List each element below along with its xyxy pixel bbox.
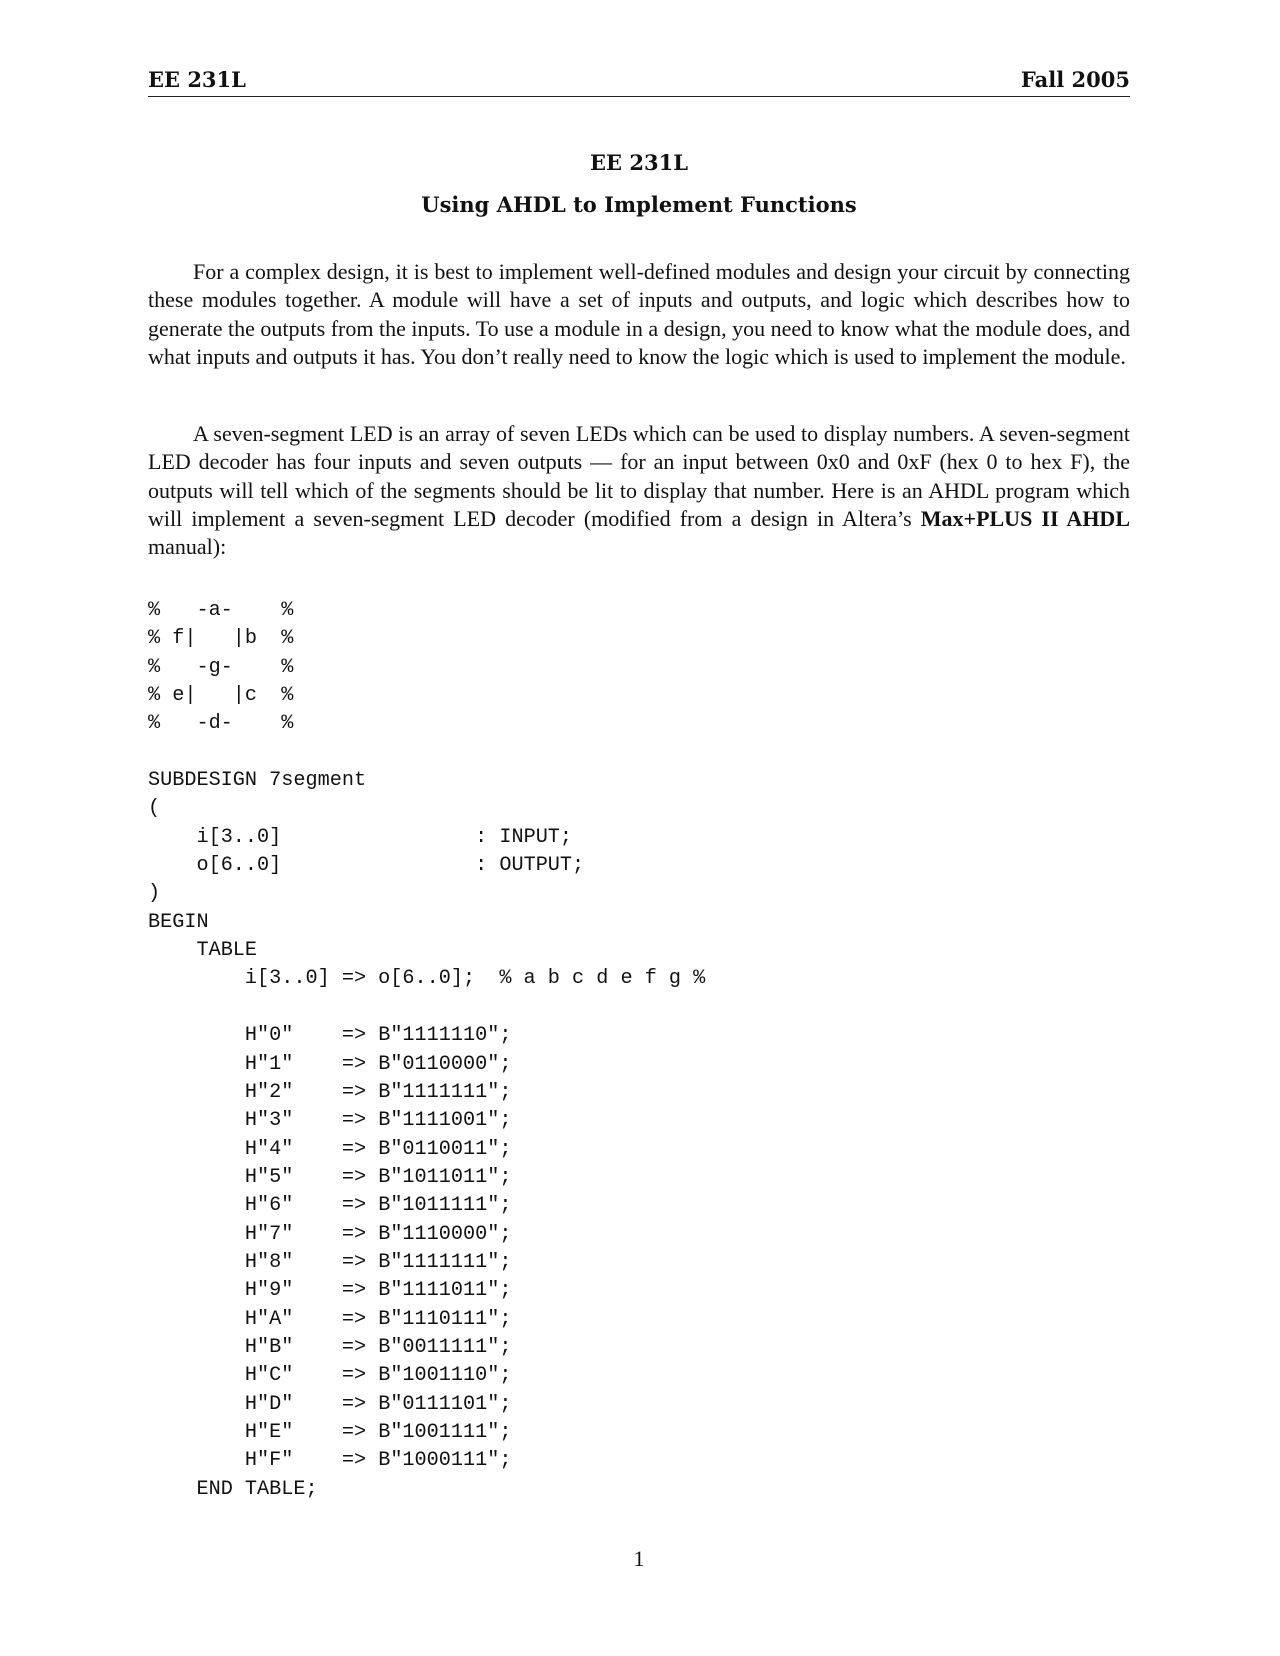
table-row-input: H"F" — [244, 1449, 294, 1473]
segment-diagram-line: % f| |b % — [148, 627, 294, 651]
table-row-input: H"B" — [244, 1335, 294, 1359]
running-header — [148, 66, 1130, 97]
port-name: o[6..0] — [196, 854, 282, 878]
subdesign-declaration: SUBDESIGN 7segment — [148, 769, 367, 793]
table-row-input: H"A" — [244, 1307, 294, 1331]
table-keyword: TABLE — [196, 939, 258, 963]
port-type: : OUTPUT; — [475, 854, 585, 878]
end-table-keyword: END TABLE; — [196, 1477, 318, 1501]
table-row-input: H"1" — [244, 1052, 294, 1076]
table-row-input: H"5" — [244, 1165, 294, 1189]
table-row-output: => B"0111101"; — [341, 1392, 512, 1416]
manual-name: Max+PLUS II AHDL — [920, 505, 1130, 531]
table-row-input: H"0" — [244, 1024, 294, 1048]
table-row-output: => B"1001111"; — [341, 1420, 512, 1444]
table-row-output: => B"0110000"; — [341, 1052, 512, 1076]
table-row-output: => B"1110111"; — [341, 1307, 512, 1331]
table-row-input: H"E" — [244, 1420, 294, 1444]
open-paren: ( — [148, 797, 161, 821]
begin-keyword: BEGIN — [148, 910, 209, 934]
table-row-input: H"7" — [244, 1222, 294, 1246]
document-title: Using AHDL to Implement Functions — [421, 192, 857, 217]
led-decoder-paragraph-tail: manual): — [148, 534, 227, 560]
table-row-input: H"D" — [244, 1392, 294, 1416]
table-row-output: => B"1111111"; — [341, 1250, 512, 1274]
table-row-output: => B"1110000"; — [341, 1222, 512, 1246]
header-course: EE 231L — [148, 67, 246, 92]
led-decoder-paragraph — [148, 420, 1130, 561]
table-row-output: => B"1000111"; — [341, 1449, 512, 1473]
table-row-output: => B"0110011"; — [341, 1137, 512, 1161]
table-row-input: H"8" — [244, 1250, 294, 1274]
segment-diagram-line: % e| |c % — [148, 684, 294, 708]
table-row-input: H"C" — [244, 1364, 294, 1388]
table-row-input: H"2" — [244, 1080, 294, 1104]
port-type: : INPUT; — [475, 825, 573, 849]
table-row-output: => B"1011111"; — [341, 1194, 512, 1218]
ahdl-code-listing — [148, 597, 705, 1504]
segment-diagram-line: % -g- % — [148, 655, 294, 679]
port-name: i[3..0] — [196, 825, 282, 849]
table-row-input: H"3" — [244, 1109, 294, 1133]
table-row-output: => B"1111001"; — [341, 1109, 512, 1133]
header-term: Fall 2005 — [1020, 67, 1130, 92]
led-decoder-paragraph-text: A seven-segment LED is an array of seven LEDs which can be used to display numbers. A seven-segment LED decoder has four inputs and seven outputs — for an input between 0x0 and 0xF (hex 0 to hex F), the outputs will tell which of the segments should be lit to display that number. Here is an AHDL program which will implement a seven-segment LED decoder (modified from a design in Altera’s — [148, 421, 1130, 531]
document-course-title: EE 231L — [590, 150, 688, 175]
table-row-input: H"6" — [244, 1194, 294, 1218]
segment-diagram-line: % -a- % — [148, 599, 294, 622]
segment-diagram-line: % -d- % — [148, 712, 294, 736]
table-row-input: H"4" — [244, 1137, 294, 1161]
table-row-output: => B"1001110"; — [341, 1364, 512, 1388]
table-row-output: => B"1111110"; — [341, 1024, 512, 1048]
table-row-output: => B"1111011"; — [341, 1279, 512, 1303]
table-row-input: H"9" — [244, 1279, 294, 1303]
table-header: i[3..0] => o[6..0]; % a b c d e f g % — [244, 967, 706, 991]
table-row-output: => B"1111111"; — [341, 1080, 512, 1104]
page-number: 1 — [633, 1546, 645, 1571]
close-paren: ) — [148, 882, 161, 906]
table-row-output: => B"1011011"; — [341, 1165, 512, 1189]
table-row-output: => B"0011111"; — [341, 1335, 512, 1359]
intro-paragraph: For a complex design, it is best to implement well-defined modules and design your circuit by connecting these modules together. A module will have a set of inputs and outputs, and logic which describes how to generate the outputs from the inputs. To use a module in a design, you need to know what the module does, and what inputs and outputs it has. You don’t really need to know the logic which is used to implement the module. — [148, 259, 1130, 369]
